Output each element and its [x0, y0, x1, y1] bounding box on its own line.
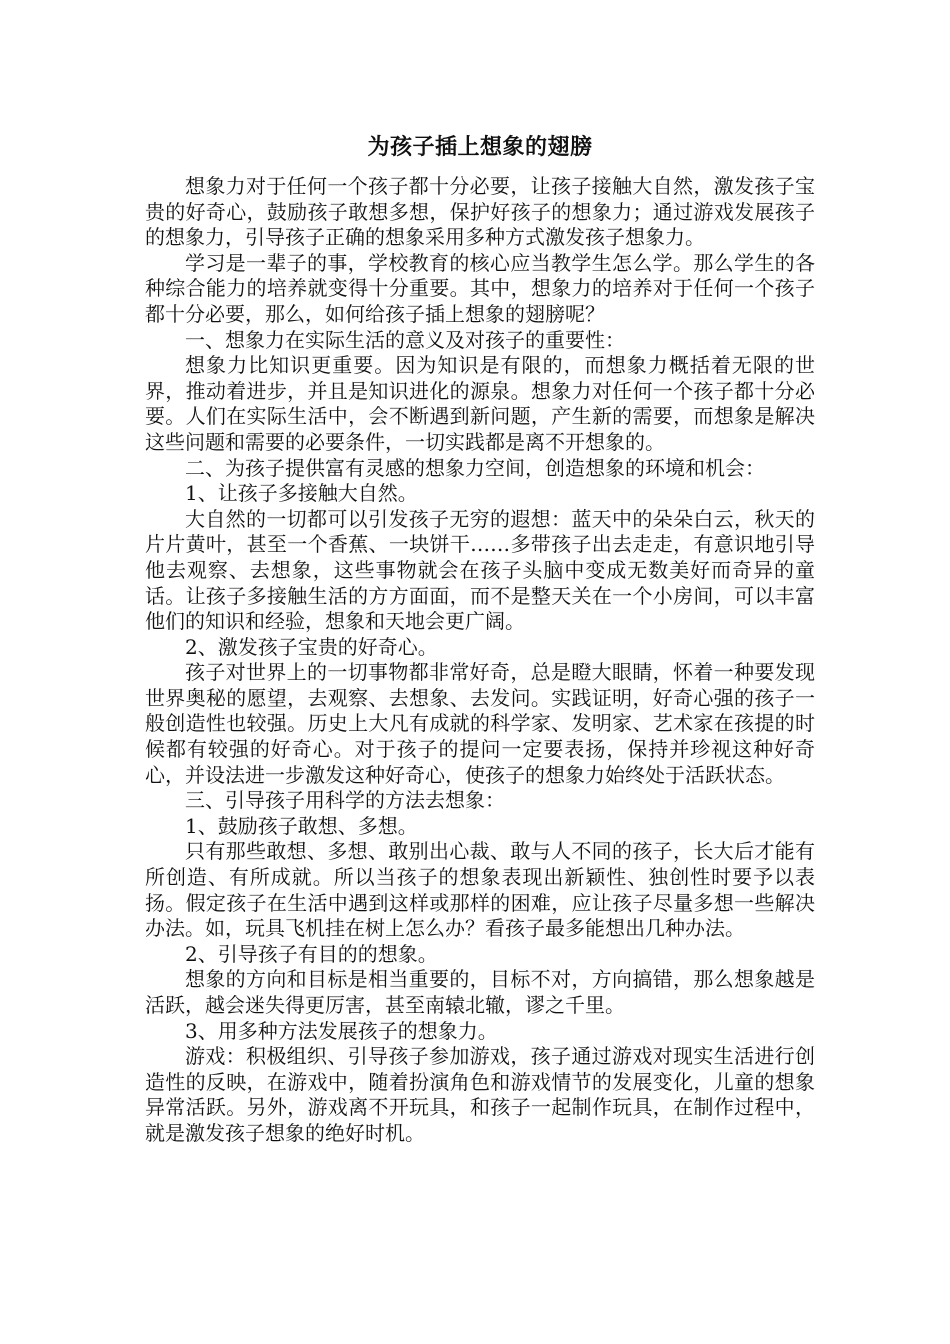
paragraph-learning: 学习是一辈子的事，学校教育的核心应当教学生怎么学。那么学生的各种综合能力的培养就变得十分重要。其中，想象力的培养对于任何一个孩子都十分必要，那么，如何给孩子插上想象的翅膀呢？	[145, 250, 815, 326]
subheading-curiosity: 2、激发孩子宝贵的好奇心。	[185, 634, 438, 659]
paragraph-purpose: 想象的方向和目标是相当重要的，目标不对，方向搞错，那么想象越是活跃，越会迷失得更厉害，甚至南辕北辙，谬之千里。	[145, 967, 815, 1017]
section-heading-2: 二、为孩子提供富有灵感的想象力空间，创造想象的环境和机会：	[185, 455, 765, 480]
paragraph-intro: 想象力对于任何一个孩子都十分必要，让孩子接触大自然，激发孩子宝贵的好奇心，鼓励孩子敢想多想，保护好孩子的想象力；通过游戏发展孩子的想象力，引导孩子正确的想象采用多种方式激发孩子想象力。	[145, 174, 815, 250]
section-heading-1: 一、想象力在实际生活的意义及对孩子的重要性：	[185, 327, 625, 352]
paragraph-curiosity: 孩子对世界上的一切事物都非常好奇，总是瞪大眼睛，怀着一种要发现世界奥秘的愿望，去观察、去想象、去发问。实践证明，好奇心强的孩子一般创造性也较强。历史上大凡有成就的科学家、发明家、艺术家在孩提的时候都有较强的好奇心。对于孩子的提问一定要表扬，保持并珍视这种好奇心，并设法进一步激发这种好奇心，使孩子的想象力始终处于活跃状态。	[145, 660, 815, 787]
section-heading-3: 三、引导孩子用科学的方法去想象：	[185, 788, 505, 813]
paragraph-encourage: 只有那些敢想、多想、敢别出心裁、敢与人不同的孩子，长大后才能有所创造、有所成就。所以当孩子的想象表现出新颖性、独创性时要予以表扬。假定孩子在生活中遇到这样或那样的困难，应让孩子尽量多想一些解决办法。如，玩具飞机挂在树上怎么办？看孩子最多能想出几种办法。	[145, 839, 815, 941]
subheading-purpose: 2、引导孩子有目的的想象。	[185, 941, 438, 966]
subheading-nature: 1、让孩子多接触大自然。	[185, 481, 418, 506]
subheading-encourage: 1、鼓励孩子敢想、多想。	[185, 813, 418, 838]
paragraph-importance: 想象力比知识更重要。因为知识是有限的，而想象力概括着无限的世界，推动着进步，并且是知识进化的源泉。想象力对任何一个孩子都十分必要。人们在实际生活中，会不断遇到新问题，产生新的需要，而想象是解决这些问题和需要的必要条件，一切实践都是离不开想象的。	[145, 353, 815, 454]
document-body	[145, 128, 815, 1147]
subheading-methods: 3、用多种方法发展孩子的想象力。	[185, 1018, 498, 1043]
paragraph-games: 游戏：积极组织、引导孩子参加游戏，孩子通过游戏对现实生活进行创造性的反映，在游戏中，随着扮演角色和游戏情节的发展变化，儿童的想象异常活跃。另外，游戏离不开玩具，和孩子一起制作玩具，在制作过程中，就是激发孩子想象的绝好时机。	[145, 1044, 815, 1145]
paragraph-nature: 大自然的一切都可以引发孩子无穷的遐想：蓝天中的朵朵白云，秋天的片片黄叶，甚至一个香蕉、一块饼干……多带孩子出去走走，有意识地引导他去观察、去想象，这些事物就会在孩子头脑中变成无数美好而奇异的童话。让孩子多接触生活的方方面面，而不是整天关在一个小房间，可以丰富他们的知识和经验，想象和天地会更广阔。	[145, 506, 815, 634]
document-title: 为孩子插上想象的翅膀	[367, 135, 593, 160]
